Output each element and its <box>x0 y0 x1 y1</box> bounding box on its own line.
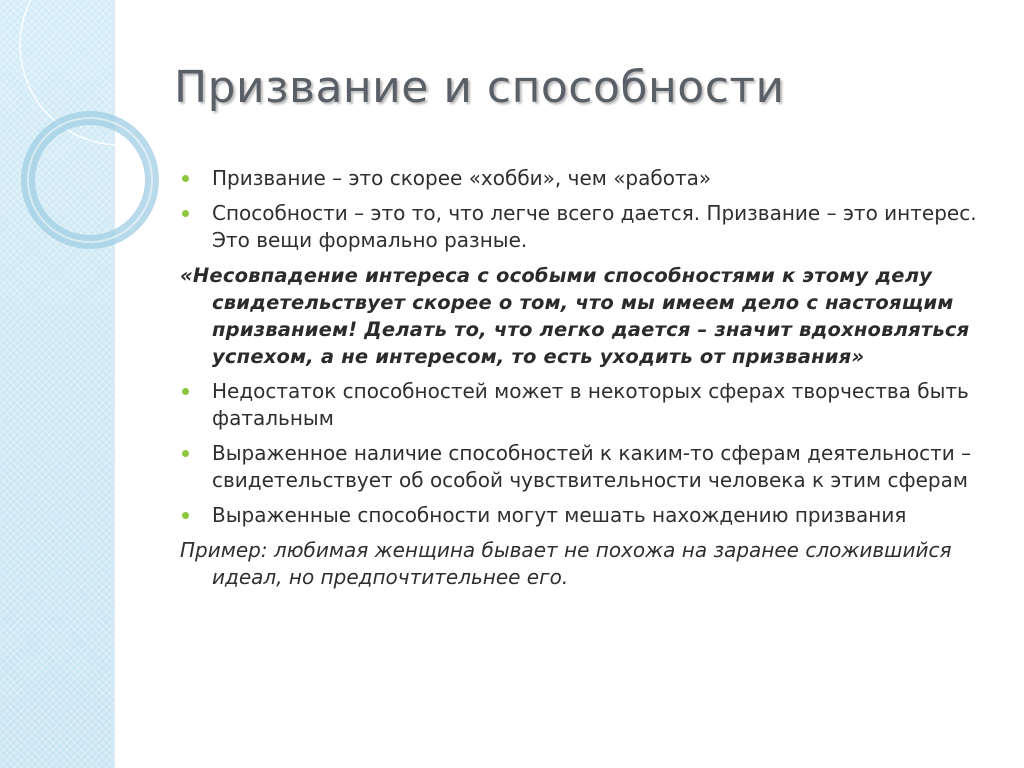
bullet-item <box>180 440 980 494</box>
slide-title: Призвание и способности <box>174 62 785 113</box>
bullet-item <box>180 378 980 432</box>
bullet-text: Способности – это то, что легче всего дается. Призвание – это интерес. Это вещи формально разные. <box>212 201 977 252</box>
example-paragraph: Пример: любимая женщина бывает не похожа на заранее сложившийся идеал, но предпочтительнее его. <box>180 538 952 589</box>
bullet-dot-icon <box>182 175 189 182</box>
quote-paragraph: «Несовпадение интереса с особыми способностями к этому делу свидетельствует скорее о том, что мы имеем дело с настоящим призванием! Делать то, что легко дается – значит вдохновляться успехом, а не интересом, то есть уходить от призвания» <box>180 264 970 368</box>
bullet-text: Выраженное наличие способностей к каким-то сферам деятельности – свидетельствует об особой чувствительности человека к этим сферам <box>212 441 972 492</box>
slide-body <box>180 165 980 591</box>
bullet-dot-icon <box>182 388 189 395</box>
bullet-item <box>180 502 980 529</box>
decorative-circles-icon <box>0 0 160 260</box>
bullet-text: Недостаток способностей может в некоторых сферах творчества быть фатальным <box>212 379 969 430</box>
bullet-dot-icon <box>182 450 189 457</box>
bullet-text: Выраженные способности могут мешать нахождению призвания <box>212 503 907 527</box>
bullet-dot-icon <box>182 512 189 519</box>
bullet-text: Призвание – это скорее «хобби», чем «работа» <box>212 166 712 190</box>
bullet-item <box>180 165 980 192</box>
bullet-item <box>180 200 980 254</box>
bullet-dot-icon <box>182 210 189 217</box>
